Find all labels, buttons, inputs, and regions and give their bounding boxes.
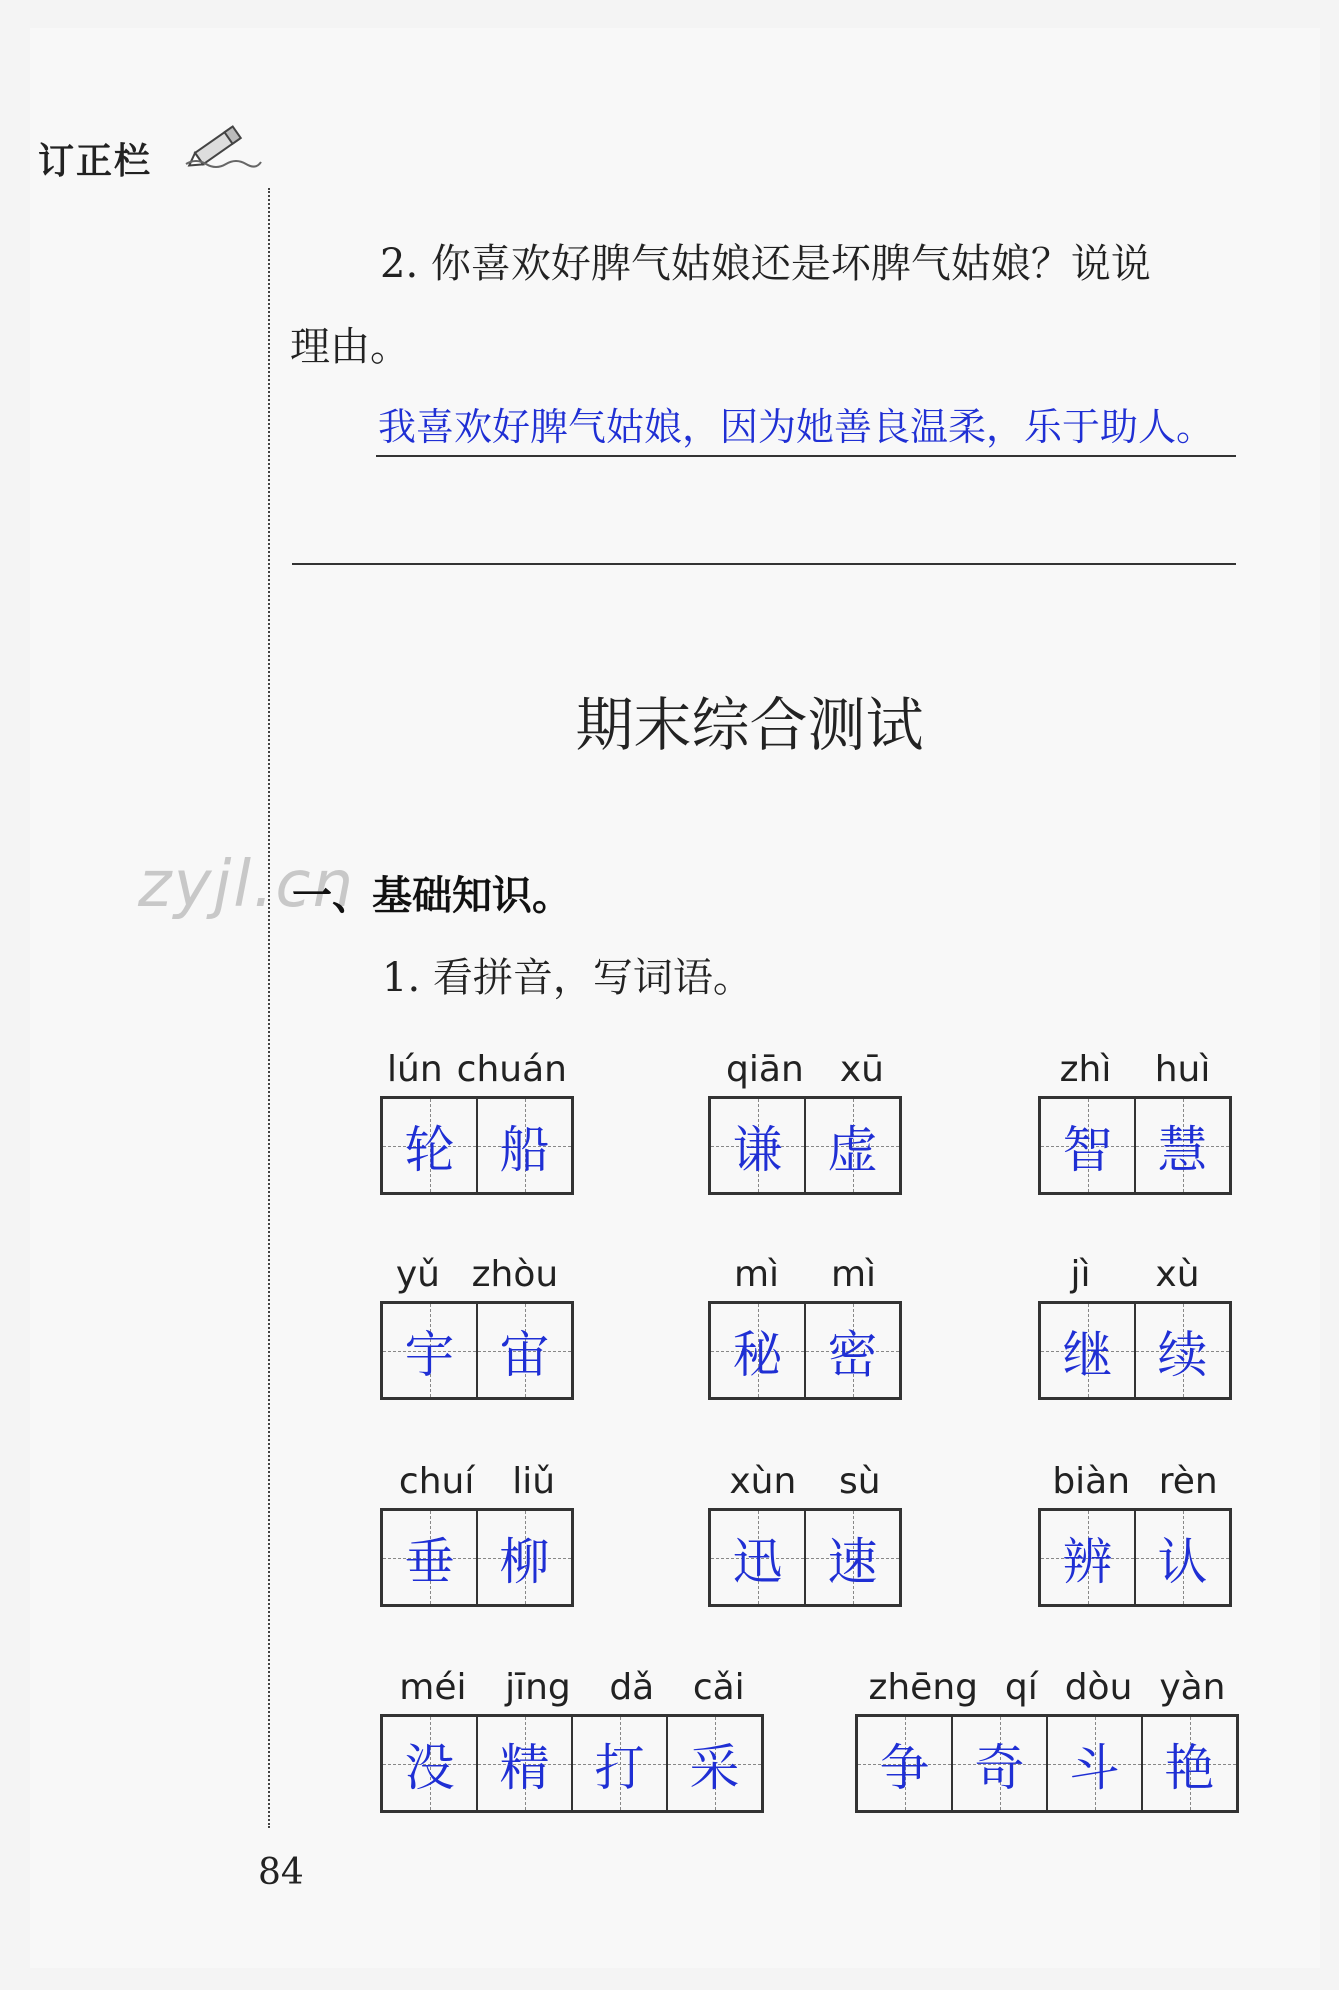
handwritten-character: 认 (1157, 1532, 1208, 1591)
pinyin-row (1038, 1450, 1232, 1502)
handwritten-character: 密 (827, 1325, 878, 1384)
pinyin-row (380, 1656, 764, 1708)
handwritten-character: 船 (499, 1120, 550, 1179)
character-box (711, 1304, 804, 1397)
question-2-answer: 我喜欢好脾气姑娘，因为她善良温柔，乐于助人。 (378, 405, 1215, 449)
pinyin-syllable: huì (1154, 1049, 1211, 1090)
handwritten-character: 虚 (827, 1120, 878, 1179)
pinyin-syllable: jì (1070, 1254, 1091, 1295)
writing-boxes (380, 1096, 574, 1195)
character-box (1046, 1717, 1141, 1810)
handwritten-character: 垂 (404, 1532, 455, 1591)
character-box (804, 1099, 899, 1192)
handwritten-character: 谦 (732, 1120, 783, 1179)
pinyin-syllable: mì (830, 1254, 877, 1295)
handwritten-character: 轮 (404, 1120, 455, 1179)
character-box (476, 1304, 571, 1397)
character-box (383, 1511, 476, 1604)
word-group (708, 1038, 902, 1195)
writing-boxes (380, 1508, 574, 1607)
part-1-heading: 一、基础知识。 (292, 873, 572, 919)
character-box (1134, 1511, 1229, 1604)
question-2-line-1: 2. 你喜欢好脾气姑娘还是坏脾气姑娘？说说 (380, 241, 1151, 287)
pinyin-row (855, 1656, 1239, 1708)
pinyin-row (1038, 1038, 1232, 1090)
pinyin-syllable: zhēng (868, 1667, 978, 1708)
handwritten-character: 智 (1062, 1120, 1113, 1179)
character-box (571, 1717, 666, 1810)
handwritten-character: 秘 (732, 1325, 783, 1384)
handwritten-character: 继 (1062, 1325, 1113, 1384)
handwritten-character: 宇 (404, 1325, 455, 1384)
pinyin-syllable: dòu (1064, 1667, 1133, 1708)
question-2-line-2: 理由。 (290, 324, 410, 370)
watermark: zyjl.cn (138, 848, 356, 922)
handwritten-character: 续 (1157, 1325, 1208, 1384)
pinyin-row (380, 1450, 574, 1502)
handwritten-character: 迅 (732, 1532, 783, 1591)
handwritten-character: 奇 (974, 1738, 1025, 1797)
sub-question-heading: 1. 看拼音，写词语。 (382, 955, 753, 1001)
word-group (380, 1243, 574, 1400)
character-box (951, 1717, 1046, 1810)
pinyin-syllable: lún (387, 1049, 443, 1090)
character-box (711, 1511, 804, 1604)
character-box (476, 1717, 571, 1810)
pinyin-syllable: chuán (456, 1049, 567, 1090)
handwritten-character: 采 (689, 1738, 740, 1797)
pinyin-syllable: chuí (398, 1461, 475, 1502)
pinyin-row (380, 1243, 574, 1295)
pinyin-syllable: jīng (505, 1667, 571, 1708)
pinyin-syllable: liǔ (512, 1461, 556, 1502)
writing-boxes (708, 1301, 902, 1400)
character-box (476, 1511, 571, 1604)
character-box (1041, 1304, 1134, 1397)
pinyin-syllable: qí (1004, 1667, 1038, 1708)
pinyin-row (1038, 1243, 1232, 1295)
character-box (804, 1511, 899, 1604)
writing-boxes (380, 1714, 764, 1813)
pinyin-syllable: cǎi (692, 1667, 745, 1708)
handwritten-character: 打 (594, 1738, 645, 1797)
pinyin-syllable: xù (1155, 1254, 1200, 1295)
pinyin-syllable: xùn (729, 1461, 797, 1502)
page-number: 84 (258, 1852, 304, 1893)
writing-boxes (708, 1096, 902, 1195)
word-group (1038, 1450, 1232, 1607)
handwritten-character: 柳 (499, 1532, 550, 1591)
handwritten-character: 速 (827, 1532, 878, 1591)
character-box (858, 1717, 951, 1810)
pinyin-row (708, 1450, 902, 1502)
pencil-icon (176, 118, 266, 173)
answer-line-2 (292, 563, 1236, 565)
character-box (666, 1717, 761, 1810)
pinyin-syllable: zhì (1059, 1049, 1112, 1090)
word-group (380, 1450, 574, 1607)
answer-line-1 (376, 455, 1236, 457)
pinyin-row (380, 1038, 574, 1090)
writing-boxes (380, 1301, 574, 1400)
word-group (1038, 1243, 1232, 1400)
character-box (383, 1717, 476, 1810)
handwritten-character: 精 (499, 1738, 550, 1797)
margin-dotted-line (268, 188, 270, 1828)
word-group (380, 1656, 764, 1813)
character-box (383, 1099, 476, 1192)
word-group (380, 1038, 574, 1195)
pinyin-syllable: xū (839, 1049, 884, 1090)
writing-boxes (855, 1714, 1239, 1813)
writing-boxes (1038, 1301, 1232, 1400)
character-box (1134, 1304, 1229, 1397)
pinyin-row (708, 1243, 902, 1295)
section-title: 期末综合测试 (575, 691, 924, 759)
handwritten-character: 斗 (1069, 1738, 1120, 1797)
handwritten-character: 争 (879, 1738, 930, 1797)
character-box (1134, 1099, 1229, 1192)
handwritten-character: 没 (404, 1738, 455, 1797)
writing-boxes (1038, 1096, 1232, 1195)
pinyin-syllable: yǔ (395, 1254, 440, 1295)
word-group (1038, 1038, 1232, 1195)
pinyin-syllable: rèn (1158, 1461, 1218, 1502)
word-group (855, 1656, 1239, 1813)
word-group (708, 1450, 902, 1607)
pinyin-syllable: dǎ (609, 1667, 655, 1708)
pinyin-syllable: qiān (726, 1049, 804, 1090)
word-group (708, 1243, 902, 1400)
character-box (1141, 1717, 1236, 1810)
character-box (1041, 1511, 1134, 1604)
writing-boxes (1038, 1508, 1232, 1607)
handwritten-character: 艳 (1164, 1738, 1215, 1797)
handwritten-character: 宙 (499, 1325, 550, 1384)
character-box (711, 1099, 804, 1192)
character-box (476, 1099, 571, 1192)
pinyin-syllable: biàn (1052, 1461, 1131, 1502)
handwritten-character: 慧 (1157, 1120, 1208, 1179)
writing-boxes (708, 1508, 902, 1607)
pinyin-syllable: mì (733, 1254, 780, 1295)
pinyin-row (708, 1038, 902, 1090)
character-box (383, 1304, 476, 1397)
pinyin-syllable: yàn (1159, 1667, 1226, 1708)
pinyin-syllable: zhòu (471, 1254, 559, 1295)
correction-column-label: 订正栏 (38, 141, 153, 182)
pinyin-syllable: méi (399, 1667, 467, 1708)
character-box (804, 1304, 899, 1397)
character-box (1041, 1099, 1134, 1192)
pinyin-syllable: sù (839, 1461, 881, 1502)
handwritten-character: 辨 (1062, 1532, 1113, 1591)
